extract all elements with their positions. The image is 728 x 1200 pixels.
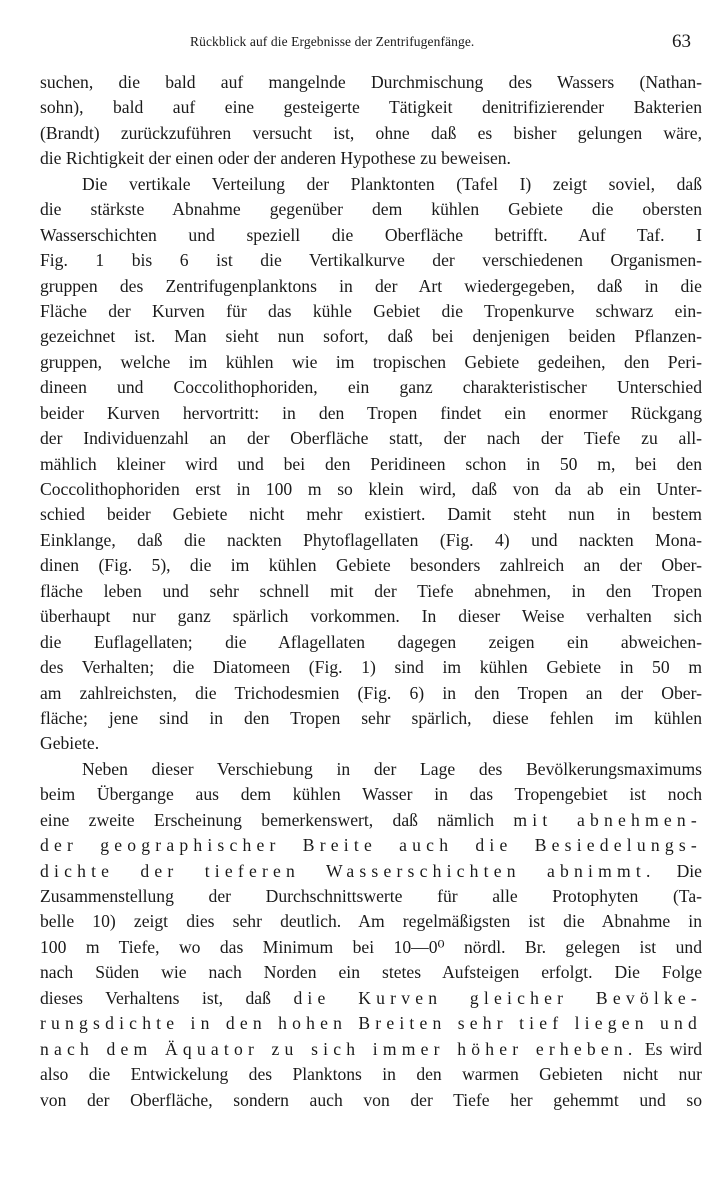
text-line: [40, 324, 702, 349]
spaced-emphasis-text: nach dem Äquator zu sich immer höher erheben.: [40, 1038, 638, 1059]
text-segment: eine zweite Erscheinung bemerkenswert, daß nämlich: [40, 809, 514, 830]
text-segment: beider Kurven hervortritt: in den Tropen findet ein enormer Rückgang: [40, 402, 702, 423]
text-line: [40, 579, 702, 604]
spaced-emphasis-text: rungsdichte in den hohen Breiten sehr tief liegen und: [40, 1013, 702, 1034]
text-line: [40, 477, 702, 502]
text-line: [40, 426, 702, 451]
text-line: [40, 859, 702, 884]
text-line: [40, 1062, 702, 1087]
spaced-emphasis-text: der geographischer Breite auch die Besiedelungs-: [40, 835, 702, 856]
text-segment: Neben dieser Verschiebung in der Lage des Bevölkerungsmaximums: [82, 758, 702, 779]
text-line: [40, 706, 702, 731]
text-segment: Zusammenstellung der Durchschnittswerte für alle Protophyten (Ta-: [40, 886, 702, 906]
text-segment: gezeichnet ist. Man sieht nun sofort, daß bei denjenigen beiden Pflanzen-: [40, 326, 702, 347]
text-line: [40, 502, 702, 527]
text-line: [40, 172, 702, 197]
text-segment: dieses Verhaltens ist, daß: [40, 987, 294, 1008]
text-line: [40, 223, 702, 248]
text-line: [40, 553, 702, 578]
text-segment: suchen, die bald auf mangelnde Durchmischung des Wassers (Nathan-: [40, 72, 702, 92]
text-segment: belle 10) zeigt dies sehr deutlich. Am regelmäßigsten ist die Abnahme in: [40, 911, 702, 932]
text-line: [40, 248, 702, 273]
text-segment: Fig. 1 bis 6 ist die Vertikalkurve der verschiedenen Organismen-: [40, 250, 702, 271]
text-line: [40, 986, 702, 1011]
text-line: [40, 452, 702, 477]
text-line: [40, 299, 702, 324]
text-line: [40, 1088, 702, 1113]
text-line: [40, 757, 702, 782]
text-line: [40, 604, 702, 629]
text-line: [40, 375, 702, 400]
text-line: [40, 121, 702, 146]
text-segment: dinen (Fig. 5), die im kühlen Gebiete besonders zahlreich an der Ober-: [40, 555, 702, 576]
text-line: [40, 960, 702, 985]
running-header: [0, 31, 728, 54]
text-segment: Wasserschichten und speziell die Oberfläche betrifft. Auf Taf. I: [40, 224, 702, 245]
body-text: [40, 70, 702, 1113]
text-line: [40, 655, 702, 680]
text-segment: fläche leben und sehr schnell mit der Tiefe abnehmen, in den Tropen: [40, 580, 702, 601]
spaced-emphasis-text: mit abnehmen-: [513, 809, 702, 830]
text-segment: die Euflagellaten; die Aflagellaten dagegen zeigen ein abweichen-: [40, 631, 702, 652]
running-title: Rückblick auf die Ergebnisse der Zentrifugenfänge.: [190, 34, 475, 49]
text-line: [40, 1011, 702, 1036]
text-segment: nach Süden wie nach Norden ein stetes Aufsteigen erfolgt. Die Folge: [40, 962, 702, 983]
text-line: [40, 274, 702, 299]
text-segment: Fläche der Kurven für das kühle Gebiet die Tropenkurve schwarz ein-: [40, 300, 702, 321]
text-segment: überhaupt nur ganz spärlich vorkommen. In dieser Weise verhalten sich: [40, 606, 702, 627]
text-line: [40, 833, 702, 858]
text-line: [40, 935, 702, 960]
text-line: [40, 350, 702, 375]
text-line: [40, 782, 702, 807]
text-segment: (Brandt) zurückzuführen versucht ist, ohne daß es bisher gelungen wäre,: [40, 122, 702, 143]
text-segment: beim Übergange aus dem kühlen Wasser in das Tropengebiet ist noch: [40, 784, 702, 805]
text-segment: fläche; jene sind in den Tropen sehr spärlich, diese fehlen im kühlen: [40, 707, 702, 728]
text-line: [40, 95, 702, 120]
text-line: [40, 1037, 702, 1062]
text-line: [40, 808, 702, 833]
text-segment: mählich kleiner wird und bei den Peridineen schon in 50 m, bei den: [40, 453, 702, 474]
text-segment: Die vertikale Verteilung der Planktonten (Tafel I) zeigt soviel, daß: [82, 173, 702, 194]
text-segment: Einklange, daß die nackten Phytoflagellaten (Fig. 4) und nackten Mona-: [40, 529, 702, 550]
text-segment: Die: [655, 860, 702, 881]
text-segment: der Individuenzahl an der Oberfläche statt, der nach der Tiefe zu all-: [40, 428, 702, 449]
text-line: [40, 731, 702, 756]
text-line: [40, 681, 702, 706]
text-line: [40, 401, 702, 426]
text-segment: von der Oberfläche, sondern auch von der Tiefe her gehemmt und so: [40, 1089, 702, 1110]
text-line: [40, 630, 702, 655]
text-segment: Gebiete.: [40, 733, 100, 754]
text-segment: die stärkste Abnahme gegenüber dem kühlen Gebiete die obersten: [40, 199, 702, 220]
text-segment: die Richtigkeit der einen oder der anderen Hypothese zu beweisen.: [40, 148, 511, 169]
text-segment: schied beider Gebiete nicht mehr existiert. Damit steht nun in bestem: [40, 504, 702, 525]
text-line: [40, 884, 702, 909]
text-segment: des Verhalten; die Diatomeen (Fig. 1) sind im kühlen Gebiete in 50 m: [40, 657, 702, 678]
text-segment: sohn), bald auf eine gesteigerte Tätigkeit denitrifizierender Bakterien: [40, 97, 702, 118]
spaced-emphasis-text: die Kurven gleicher Bevölke-: [293, 987, 702, 1008]
text-segment: also die Entwickelung des Planktons in den warmen Gebieten nicht nur: [40, 1064, 702, 1085]
text-segment: gruppen, welche im kühlen wie im tropischen Gebiete gedeihen, den Peri-: [40, 351, 702, 372]
text-line: [40, 70, 702, 95]
spaced-emphasis-text: dichte der tieferen Wasserschichten abnimmt.: [40, 860, 656, 881]
text-segment: am zahlreichsten, die Trichodesmien (Fig. 6) in den Tropen an der Ober-: [40, 682, 702, 703]
text-line: [40, 909, 702, 934]
text-line: [40, 146, 702, 171]
text-segment: Es wird: [637, 1038, 703, 1059]
text-segment: gruppen des Zentrifugenplanktons in der Art wiedergegeben, daß in die: [40, 275, 702, 296]
text-segment: 100 m Tiefe, wo das Minimum bei 10—0⁰ nördl. Br. gelegen ist und: [40, 936, 702, 957]
page-number: 63: [672, 31, 691, 52]
text-line: [40, 197, 702, 222]
text-segment: dineen und Coccolithophoriden, ein ganz charakteristischer Unterschied: [40, 377, 702, 398]
text-segment: Coccolithophoriden erst in 100 m so klein wird, daß von da ab ein Unter-: [40, 479, 702, 499]
text-line: [40, 528, 702, 553]
